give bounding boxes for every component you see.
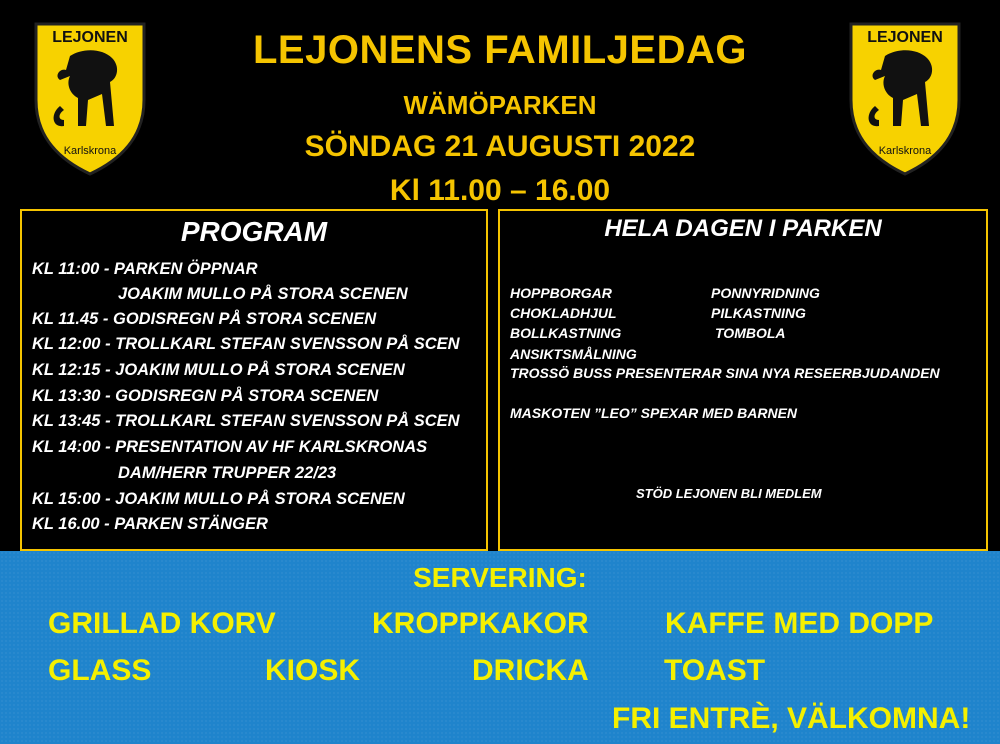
- program-line: DAM/HERR TRUPPER 22/23: [118, 464, 337, 482]
- event-time: Kl 11.00 – 16.00: [389, 174, 611, 207]
- activity-item: ANSIKTSMÅLNING: [510, 346, 637, 362]
- activity-item: PONNYRIDNING: [711, 285, 820, 301]
- program-line: KL 12:00 - TROLLKARL STEFAN SVENSSON PÅ SCEN: [32, 335, 460, 353]
- menu-item: KAFFE MED DOPP: [665, 607, 934, 640]
- program-line: KL 12:15 - JOAKIM MULLO PÅ STORA SCENEN: [32, 361, 405, 379]
- event-date: SÖNDAG 21 AUGUSTI 2022: [304, 130, 696, 163]
- activity-item: TOMBOLA: [715, 325, 786, 341]
- program-title: PROGRAM: [180, 216, 328, 247]
- welcome-text: FRI ENTRÈ, VÄLKOMNA!: [612, 702, 971, 735]
- menu-item: TOAST: [664, 654, 766, 687]
- event-title: LEJONENS FAMILJEDAG: [252, 28, 747, 72]
- activities-title: HELA DAGEN I PARKEN: [604, 215, 882, 242]
- activity-item: BOLLKASTNING: [510, 325, 622, 341]
- mascot-text: MASKOTEN ”LEO” SPEXAR MED BARNEN: [510, 405, 798, 421]
- menu-item: GRILLAD KORV: [48, 607, 276, 640]
- program-line: KL 13:45 - TROLLKARL STEFAN SVENSSON PÅ SCEN: [32, 412, 460, 430]
- activities-box: [498, 209, 988, 551]
- menu-item: KROPPKAKOR: [372, 607, 589, 640]
- support-text: STÖD LEJONEN BLI MEDLEM: [636, 486, 822, 501]
- program-line: KL 15:00 - JOAKIM MULLO PÅ STORA SCENEN: [32, 490, 405, 508]
- program-line: KL 11.45 - GODISREGN PÅ STORA SCENEN: [32, 310, 377, 328]
- menu-item: GLASS: [48, 654, 152, 687]
- logo-city: Karlskrona: [878, 145, 932, 157]
- menu-item: DRICKA: [472, 654, 589, 687]
- servering-title: SERVERING:: [413, 562, 587, 593]
- program-line: KL 11:00 - PARKEN ÖPPNAR: [32, 260, 258, 278]
- program-box: [20, 209, 488, 551]
- menu-item: KIOSK: [265, 654, 361, 687]
- logo-name: LEJONEN: [867, 29, 943, 46]
- bus-offer-text: TROSSÖ BUSS PRESENTERAR SINA NYA RESEERBJUDANDEN: [510, 365, 940, 381]
- logo-city: Karlskrona: [63, 145, 117, 157]
- activity-item: PILKASTNING: [711, 305, 806, 321]
- activity-item: HOPPBORGAR: [510, 285, 612, 301]
- program-line: KL 13:30 - GODISREGN PÅ STORA SCENEN: [32, 387, 379, 405]
- event-venue: WÄMÖPARKEN: [403, 90, 597, 120]
- program-line: KL 14:00 - PRESENTATION AV HF KARLSKRONAS: [32, 438, 428, 456]
- program-line: KL 16.00 - PARKEN STÄNGER: [32, 515, 268, 533]
- activity-item: CHOKLADHJUL: [510, 305, 617, 321]
- logo-name: LEJONEN: [52, 29, 128, 46]
- program-line: JOAKIM MULLO PÅ STORA SCENEN: [118, 285, 408, 303]
